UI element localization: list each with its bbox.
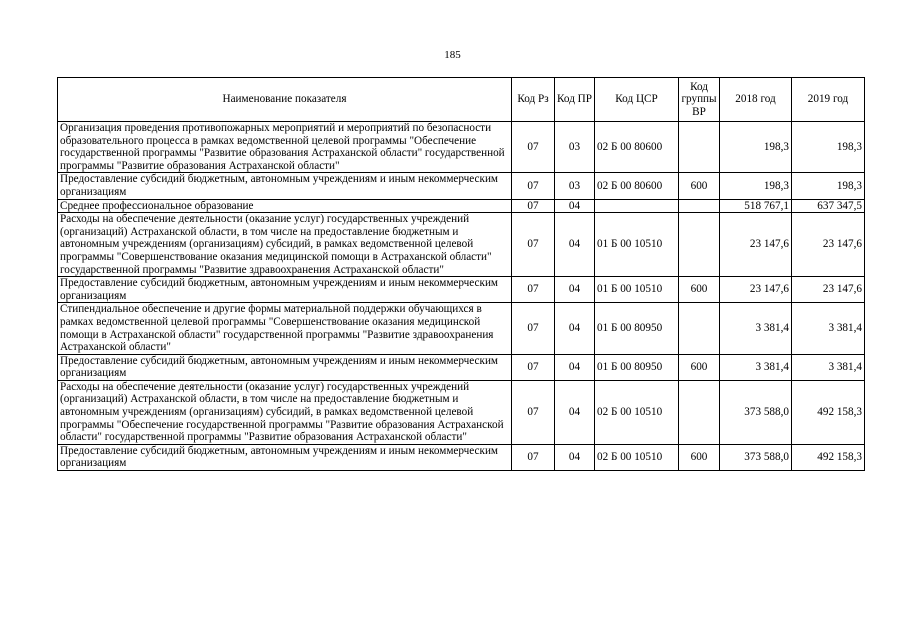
table-row	[58, 277, 865, 303]
cell-csr: 01 Б 00 80950	[595, 354, 679, 380]
page-number: 185	[444, 49, 461, 61]
cell-name: Предоставление субсидий бюджетным, автономным учреждениям и иным некоммерческим организациям	[58, 354, 512, 380]
budget-table	[57, 77, 865, 471]
cell-rz: 07	[512, 173, 555, 199]
cell-2019: 637 347,5	[792, 199, 865, 213]
cell-2018: 3 381,4	[720, 303, 792, 354]
cell-2019: 3 381,4	[792, 303, 865, 354]
cell-pr: 04	[555, 354, 595, 380]
cell-csr: 02 Б 00 80600	[595, 173, 679, 199]
header-vr: Код группы ВР	[679, 78, 720, 122]
cell-rz: 07	[512, 122, 555, 173]
cell-pr: 04	[555, 444, 595, 470]
cell-csr: 01 Б 00 80950	[595, 303, 679, 354]
cell-2019: 492 158,3	[792, 380, 865, 444]
cell-2018: 23 147,6	[720, 213, 792, 277]
table-row	[58, 380, 865, 444]
cell-rz: 07	[512, 213, 555, 277]
cell-rz: 07	[512, 303, 555, 354]
cell-2019: 3 381,4	[792, 354, 865, 380]
cell-rz: 07	[512, 354, 555, 380]
cell-2019: 23 147,6	[792, 213, 865, 277]
cell-csr	[595, 199, 679, 213]
table-header-row	[58, 78, 865, 122]
cell-2019: 198,3	[792, 122, 865, 173]
cell-vr: 600	[679, 173, 720, 199]
cell-rz: 07	[512, 199, 555, 213]
cell-2018: 198,3	[720, 122, 792, 173]
cell-pr: 04	[555, 303, 595, 354]
cell-2019: 492 158,3	[792, 444, 865, 470]
table-row	[58, 122, 865, 173]
cell-name: Организация проведения противопожарных мероприятий и мероприятий по безопасности образовательного процесса в рамках ведомственной целевой программы "Обеспечение государственной программы "Развитие образования Астраханской области" государственной программы "Развитие образования Астраханской области"	[58, 122, 512, 173]
cell-pr: 04	[555, 277, 595, 303]
cell-pr: 04	[555, 380, 595, 444]
cell-csr: 02 Б 00 80600	[595, 122, 679, 173]
cell-vr	[679, 303, 720, 354]
cell-vr: 600	[679, 444, 720, 470]
cell-2019: 23 147,6	[792, 277, 865, 303]
table-row	[58, 173, 865, 199]
cell-csr: 02 Б 00 10510	[595, 444, 679, 470]
table-row	[58, 354, 865, 380]
cell-name: Расходы на обеспечение деятельности (оказание услуг) государственных учреждений (организаций) Астраханской области, в том числе на предоставление бюджетным и автономным учреждениям (организациям) субсидий, в рамках ведомственной целевой программы "Обеспечение государственной программы "Развитие образования Астраханской области" государственной программы "Развитие образования Астраханской области"	[58, 380, 512, 444]
cell-name: Стипендиальное обеспечение и другие формы материальной поддержки обучающихся в рамках ведомственной целевой программы "Совершенствование оказания медицинской помощи в Астраханской области" государственной программы "Развитие здравоохранения Астраханской области"	[58, 303, 512, 354]
cell-vr	[679, 199, 720, 213]
cell-pr: 03	[555, 173, 595, 199]
cell-name: Среднее профессиональное образование	[58, 199, 512, 213]
cell-vr: 600	[679, 354, 720, 380]
cell-pr: 03	[555, 122, 595, 173]
cell-vr: 600	[679, 277, 720, 303]
cell-2018: 198,3	[720, 173, 792, 199]
table-row	[58, 213, 865, 277]
header-2019: 2019 год	[792, 78, 865, 122]
cell-name: Предоставление субсидий бюджетным, автономным учреждениям и иным некоммерческим организациям	[58, 444, 512, 470]
header-csr: Код ЦСР	[595, 78, 679, 122]
cell-rz: 07	[512, 444, 555, 470]
cell-name: Расходы на обеспечение деятельности (оказание услуг) государственных учреждений (организаций) Астраханской области, в том числе на предоставление бюджетным и автономным учреждениям (организациям) субсидий, в рамках ведомственной целевой программы "Совершенствование оказания медицинской помощи в Астраханской области" государственной программы "Развитие здравоохранения Астраханской области"	[58, 213, 512, 277]
cell-2018: 373 588,0	[720, 444, 792, 470]
cell-2018: 23 147,6	[720, 277, 792, 303]
cell-2018: 3 381,4	[720, 354, 792, 380]
cell-2018: 518 767,1	[720, 199, 792, 213]
cell-rz: 07	[512, 277, 555, 303]
cell-csr: 01 Б 00 10510	[595, 213, 679, 277]
header-pr: Код ПР	[555, 78, 595, 122]
cell-csr: 02 Б 00 10510	[595, 380, 679, 444]
cell-2019: 198,3	[792, 173, 865, 199]
cell-pr: 04	[555, 199, 595, 213]
cell-vr	[679, 380, 720, 444]
table-row	[58, 303, 865, 354]
cell-vr	[679, 122, 720, 173]
cell-csr: 01 Б 00 10510	[595, 277, 679, 303]
header-name: Наименование показателя	[58, 78, 512, 122]
cell-name: Предоставление субсидий бюджетным, автономным учреждениям и иным некоммерческим организациям	[58, 277, 512, 303]
cell-vr	[679, 213, 720, 277]
header-rz: Код Рз	[512, 78, 555, 122]
table-row	[58, 199, 865, 213]
header-2018: 2018 год	[720, 78, 792, 122]
cell-pr: 04	[555, 213, 595, 277]
cell-rz: 07	[512, 380, 555, 444]
cell-name: Предоставление субсидий бюджетным, автономным учреждениям и иным некоммерческим организациям	[58, 173, 512, 199]
cell-2018: 373 588,0	[720, 380, 792, 444]
table-row	[58, 444, 865, 470]
